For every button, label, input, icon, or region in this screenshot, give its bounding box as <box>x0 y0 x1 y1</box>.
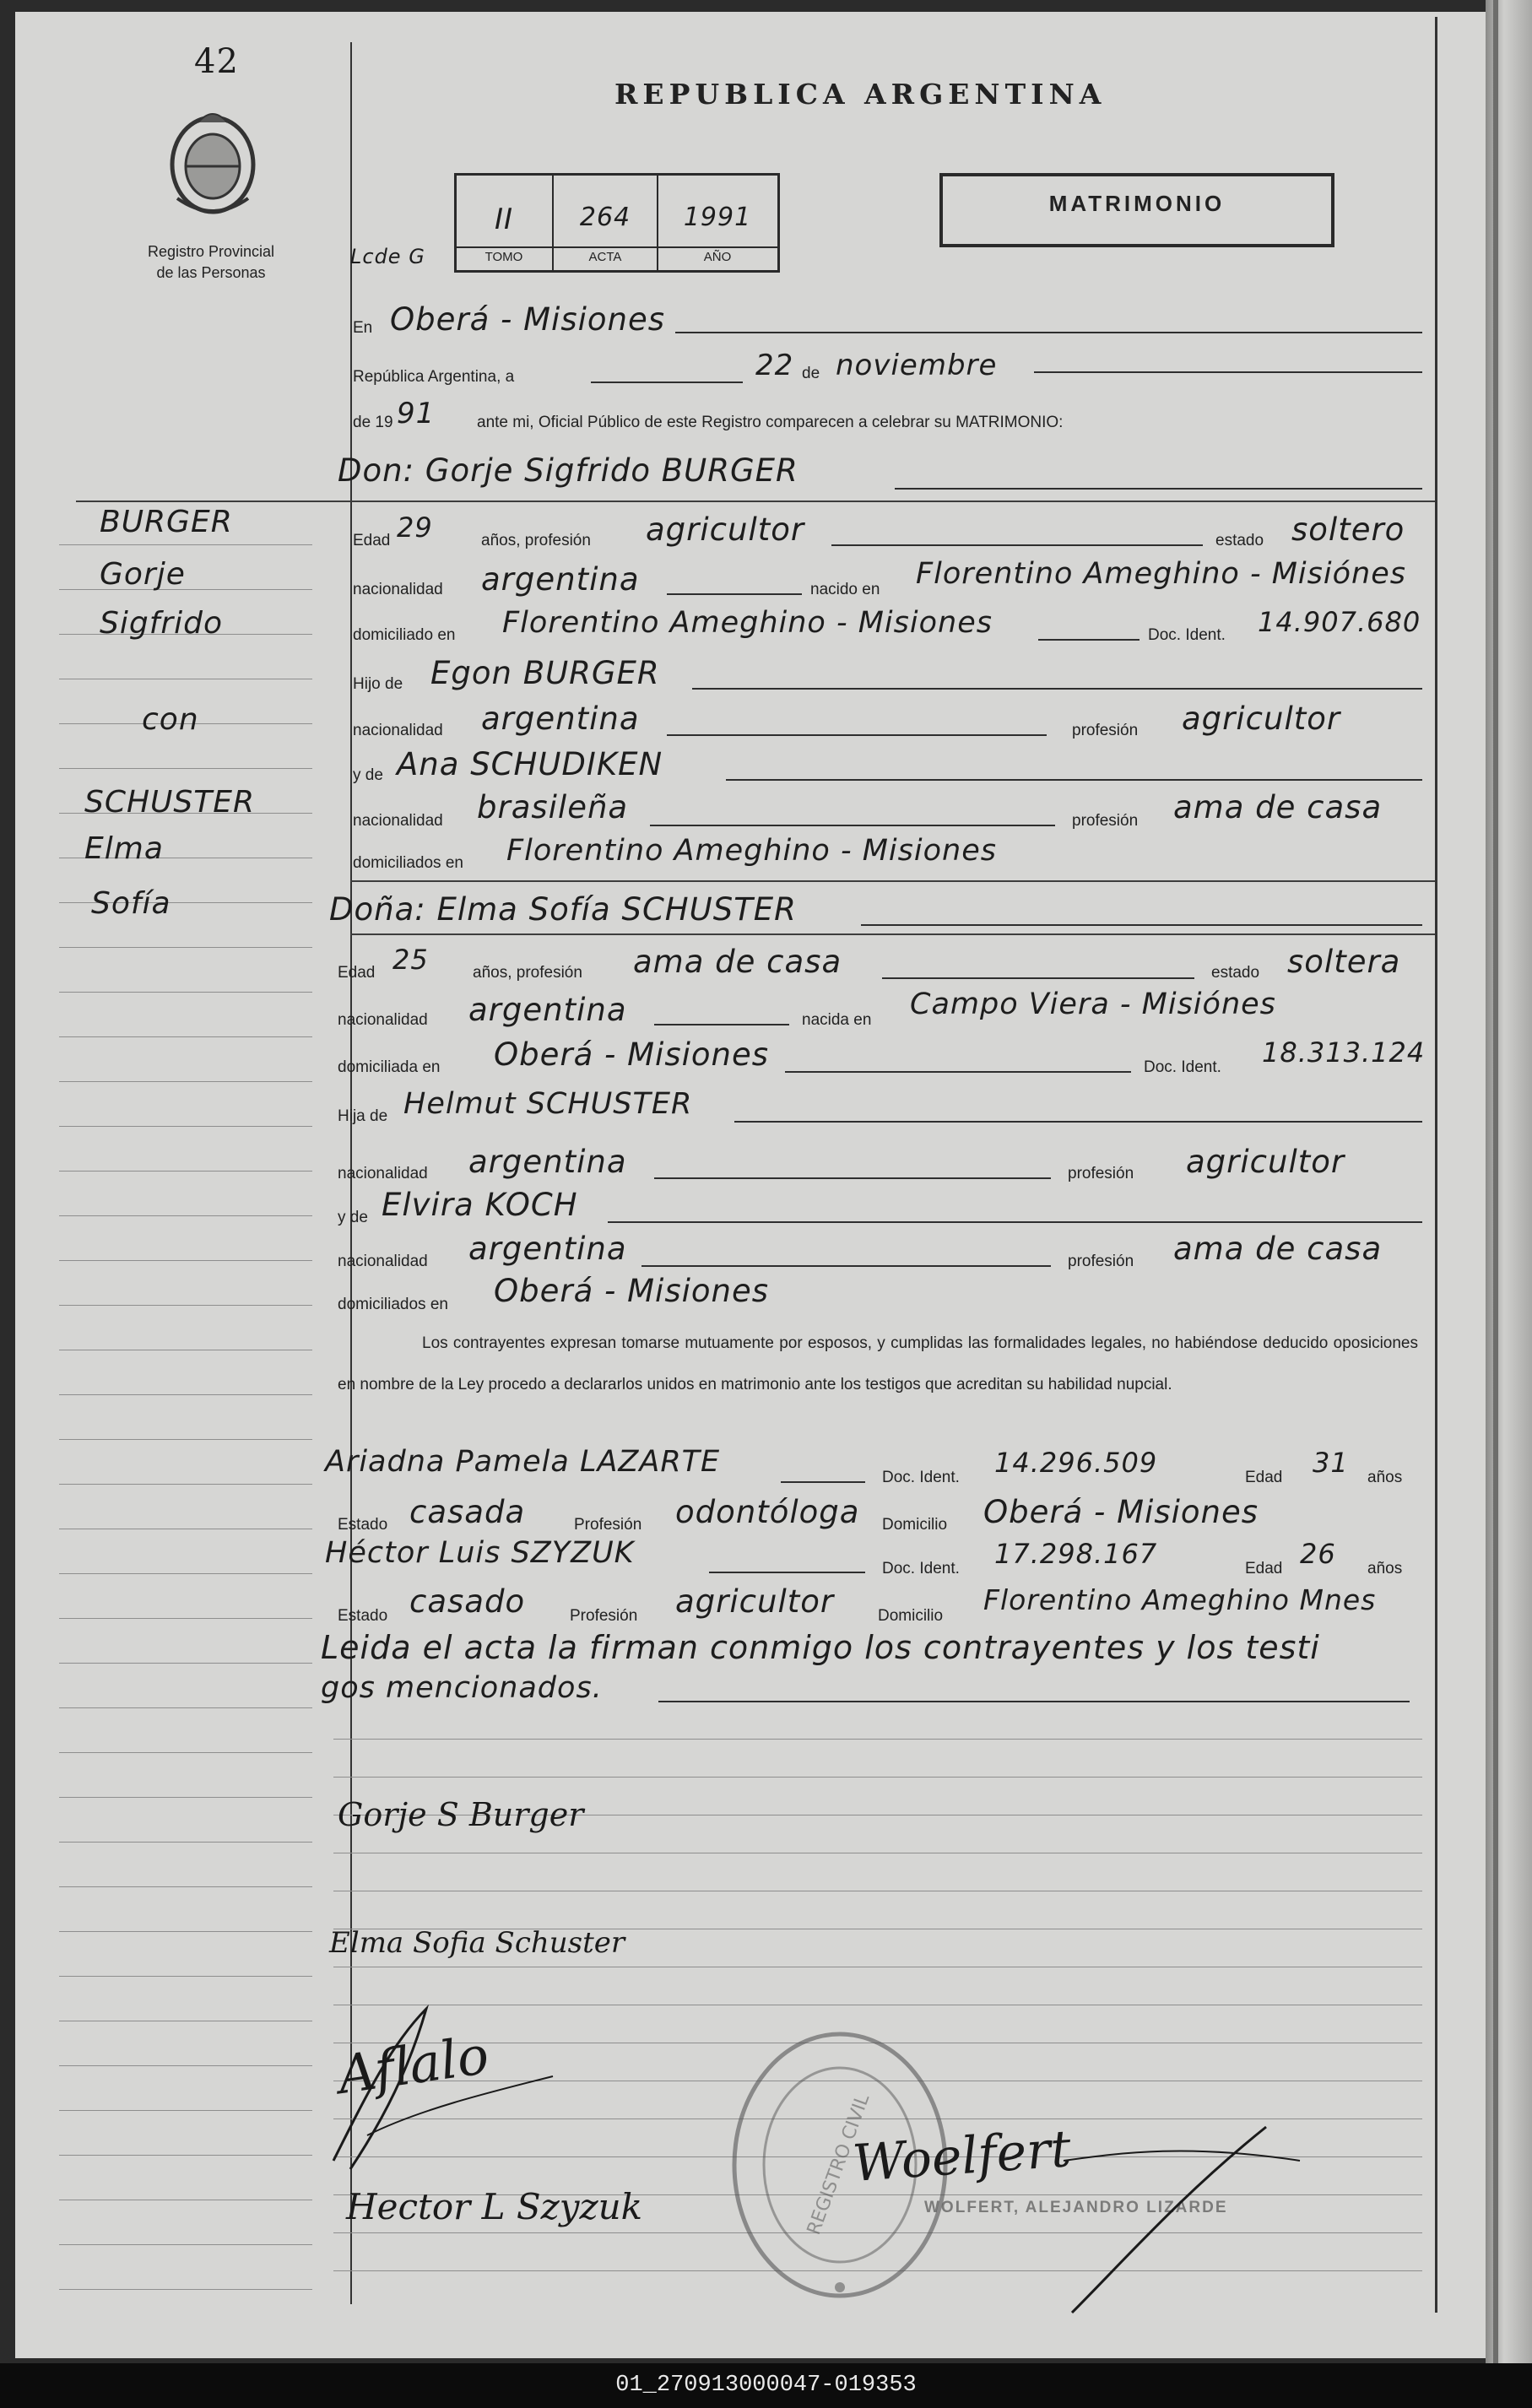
bride-profesion: ama de casa <box>633 944 842 980</box>
page-number: 42 <box>194 42 239 81</box>
margin-ruled-line <box>59 768 312 769</box>
bride-padre-nac-label: nacionalidad <box>338 1165 428 1182</box>
place: Oberá - Misiones <box>390 301 666 338</box>
oath-text: ante mi, Oficial Público de este Registro comparecen a celebrar su MATRIMONIO: <box>477 414 1064 431</box>
signature-ruled-line <box>333 1777 1422 1778</box>
bride-edad: 25 <box>392 944 429 976</box>
margin-con: con <box>142 702 199 737</box>
witness2-domicilio-label: Domicilio <box>878 1607 944 1625</box>
margin-ruled-line <box>59 1573 312 1574</box>
tomo-label: TOMO <box>485 250 523 264</box>
groom-doc: 14.907.680 <box>1258 606 1421 638</box>
groom-profesion-label: años, profesión <box>481 532 591 549</box>
witness2-doc: 17.298.167 <box>994 1538 1158 1570</box>
bride-doc: 18.313.124 <box>1262 1036 1426 1069</box>
de-label: de <box>802 365 820 382</box>
groom-doc-label: Doc. Ident. <box>1148 626 1226 644</box>
ano-value: 1991 <box>683 203 752 232</box>
groom-domicilio: Florentino Ameghino - Misiones <box>502 606 993 640</box>
margin-bride-second: Sofía <box>91 886 171 921</box>
country-title: REPUBLICA ARGENTINA <box>614 78 1107 111</box>
bride-padre-prof: agricultor <box>1186 1144 1345 1180</box>
acta-value: 264 <box>579 203 631 232</box>
witness1-profesion-label: Profesión <box>574 1516 642 1534</box>
groom-padre-nac-label: nacionalidad <box>353 722 443 739</box>
margin-bride-surname: SCHUSTER <box>84 785 256 820</box>
witness2-estado: casado <box>409 1583 526 1620</box>
groom-nacido-label: nacido en <box>810 581 880 598</box>
margin-ruled-line <box>59 1484 312 1485</box>
bride-domicilio: Oberá - Misiones <box>494 1036 770 1073</box>
bride-doc-label: Doc. Ident. <box>1144 1058 1221 1076</box>
groom-madre-nac: brasileña <box>477 789 629 825</box>
witness2-estado-label: Estado <box>338 1607 388 1625</box>
groom-madre: Ana SCHUDIKEN <box>397 746 663 782</box>
right-rule <box>1435 17 1437 2313</box>
margin-ruled-line <box>59 2155 312 2156</box>
month: noviembre <box>836 349 998 382</box>
witness1-profesion: odontóloga <box>675 1494 860 1530</box>
signature-ruled-line <box>333 1739 1422 1740</box>
bride-edad-label: Edad <box>338 964 376 982</box>
ano-label: AÑO <box>703 250 732 264</box>
margin-ruled-line <box>59 1171 312 1172</box>
margin-ruled-line <box>59 1260 312 1261</box>
margin-ruled-line <box>59 1976 312 1977</box>
bride-madre-nac: argentina <box>468 1231 627 1267</box>
margin-ruled-line <box>59 992 312 993</box>
groom-signature: Gorje S Burger <box>338 1796 584 1833</box>
officer-stamp-text: WOLFERT, ALEJANDRO LIZARDE <box>924 2199 1228 2216</box>
margin-ruled-line <box>59 1036 312 1037</box>
witness2-anos-label: años <box>1367 1560 1403 1577</box>
groom-nacionalidad: argentina <box>481 561 640 598</box>
witness2-doc-label: Doc. Ident. <box>882 1560 960 1577</box>
bride-estado-label: estado <box>1211 964 1260 982</box>
groom-hijo-label: Hijo de <box>353 675 403 693</box>
groom-padre: Egon BURGER <box>430 655 660 691</box>
witness2-profesion-label: Profesión <box>570 1607 638 1625</box>
margin-ruled-line <box>59 1797 312 1798</box>
margin-groom-first: Gorje <box>100 557 186 592</box>
bride-name: Doña: Elma Sofía SCHUSTER <box>329 891 797 928</box>
witness1-estado-label: Estado <box>338 1516 388 1534</box>
witness2-edad-label: Edad <box>1245 1560 1283 1577</box>
bride-padre: Helmut SCHUSTER <box>403 1087 693 1121</box>
bride-padre-prof-label: profesión <box>1068 1165 1134 1182</box>
year-prefix: de 19 <box>353 414 393 431</box>
bride-signature: Elma Sofia Schuster <box>329 1926 625 1960</box>
stamp-text: REGISTRO CIVIL <box>803 2091 874 2238</box>
groom-madre-nac-label: nacionalidad <box>353 812 443 830</box>
registry-name-line1: Registro Provincial <box>147 243 275 260</box>
groom-nacido-en: Florentino Ameghino - Misiónes <box>916 557 1406 591</box>
bride-nacida-label: nacida en <box>802 1011 872 1029</box>
margin-ruled-line <box>59 2110 312 2111</box>
witness1-doc: 14.296.509 <box>994 1447 1158 1479</box>
margin-ruled-line <box>59 1305 312 1306</box>
groom-padres-dom-label: domiciliados en <box>353 854 463 872</box>
witness1-edad-label: Edad <box>1245 1469 1283 1486</box>
bride-madre-label: y de <box>338 1209 368 1226</box>
book-spine-edge <box>1493 0 1498 2408</box>
groom-estado-label: estado <box>1215 532 1264 549</box>
witness1-domicilio-label: Domicilio <box>882 1516 948 1534</box>
en-label: En <box>353 319 373 337</box>
margin-ruled-line <box>59 2244 312 2245</box>
bride-padre-nac: argentina <box>468 1144 627 1180</box>
margin-ruled-line <box>59 1886 312 1887</box>
groom-name: Don: Gorje Sigfrido BURGER <box>338 452 798 489</box>
margin-ruled-line <box>59 947 312 948</box>
bride-nacida-en: Campo Viera - Misiónes <box>910 988 1276 1021</box>
officer-signature: Woelfert <box>850 2119 1074 2194</box>
margin-ruled-line <box>59 1618 312 1619</box>
groom-edad-label: Edad <box>353 532 391 549</box>
witness2-signature: Hector L Szyzuk <box>346 2186 643 2227</box>
groom-madre-label: y de <box>353 766 383 784</box>
witness1-signature-flourish-icon <box>317 1992 570 2178</box>
bride-madre: Elvira KOCH <box>382 1187 578 1223</box>
margin-ruled-line <box>59 1126 312 1127</box>
witness2-edad: 26 <box>1300 1538 1336 1570</box>
margin-ruled-line <box>59 2289 312 2290</box>
groom-madre-prof-label: profesión <box>1072 812 1139 830</box>
groom-dom-label: domiciliado en <box>353 626 456 644</box>
groom-padre-prof-label: profesión <box>1072 722 1139 739</box>
bride-hija-label: Hija de <box>338 1107 388 1125</box>
margin-ruled-line <box>59 1663 312 1664</box>
groom-estado: soltero <box>1291 511 1405 548</box>
margin-ruled-line <box>59 1081 312 1082</box>
scan-id-footer: 01_270913000047-019353 <box>0 2363 1532 2408</box>
bride-profesion-label: años, profesión <box>473 964 582 982</box>
margin-ruled-line <box>59 544 312 545</box>
margin-ruled-line <box>59 1842 312 1843</box>
margin-ruled-line <box>59 589 312 590</box>
witness2-domicilio: Florentino Ameghino Mnes <box>983 1583 1377 1616</box>
legal-text: Los contrayentes expresan tomarse mutuamente por esposos, y cumplidas las formalidades legales, no habiéndose deducido oposiciones en nombre de la Ley procedo a declararlos unidos en matrimonio ante los testigos que acreditan su habilidad nupcial. <box>338 1334 1418 1393</box>
witness1-anos-label: años <box>1367 1469 1403 1486</box>
witness1-estado: casada <box>409 1494 526 1530</box>
witness1-signature: Aflalo <box>333 2023 493 2107</box>
side-note: Lcde G <box>350 245 425 268</box>
margin-ruled-line <box>59 1707 312 1708</box>
groom-padre-prof: agricultor <box>1182 701 1341 737</box>
groom-edad: 29 <box>397 511 433 544</box>
register-page <box>15 12 1486 2358</box>
groom-madre-prof: ama de casa <box>1173 789 1383 825</box>
witness1-edad: 31 <box>1313 1447 1349 1479</box>
margin-ruled-line <box>59 2065 312 2066</box>
bride-padres-dom-label: domiciliados en <box>338 1296 448 1313</box>
groom-profesion: agricultor <box>646 511 805 548</box>
bride-madre-prof-label: profesión <box>1068 1253 1134 1270</box>
witness1-name: Ariadna Pamela LAZARTE <box>325 1445 721 1479</box>
bride-madre-nac-label: nacionalidad <box>338 1253 428 1270</box>
witness1-doc-label: Doc. Ident. <box>882 1469 960 1486</box>
margin-bride-first: Elma <box>84 831 164 866</box>
margin-groom-second: Sigfrido <box>100 606 224 641</box>
bride-padres-dom: Oberá - Misiones <box>494 1273 770 1309</box>
groom-padre-nac: argentina <box>481 701 640 737</box>
margin-ruled-line <box>59 1931 312 1932</box>
coat-of-arms-icon <box>160 106 266 224</box>
witness2-profesion: agricultor <box>675 1583 835 1620</box>
tomo-value: II <box>494 203 514 236</box>
groom-nac-label: nacionalidad <box>353 581 443 598</box>
acta-label: ACTA <box>588 250 622 264</box>
bride-estado: soltera <box>1287 944 1401 980</box>
margin-ruled-line <box>59 1752 312 1753</box>
margin-ruled-line <box>59 1394 312 1395</box>
bride-dom-label: domiciliada en <box>338 1058 441 1076</box>
margin-ruled-line <box>59 1439 312 1440</box>
registry-name-line2: de las Personas <box>156 264 266 281</box>
witness2-name: Héctor Luis SZYZUK <box>325 1536 635 1570</box>
republica-label: República Argentina, a <box>353 368 515 386</box>
closing-line1: Leida el acta la firman conmigo los contrayentes y los testi <box>321 1629 1320 1666</box>
record-type: MATRIMONIO <box>1048 191 1226 216</box>
margin-groom-surname: BURGER <box>100 505 233 539</box>
bride-nac-label: nacionalidad <box>338 1011 428 1029</box>
bride-nacionalidad: argentina <box>468 992 627 1028</box>
year-suffix: 91 <box>397 397 436 430</box>
day: 22 <box>755 349 794 382</box>
closing-line2: gos mencionados. <box>321 1671 603 1705</box>
bride-madre-prof: ama de casa <box>1173 1231 1383 1267</box>
margin-ruled-line <box>59 1215 312 1216</box>
witness1-domicilio: Oberá - Misiones <box>983 1494 1259 1530</box>
groom-padres-dom: Florentino Ameghino - Misiones <box>506 834 997 868</box>
officer-signature-flourish-icon <box>1055 2110 1308 2330</box>
